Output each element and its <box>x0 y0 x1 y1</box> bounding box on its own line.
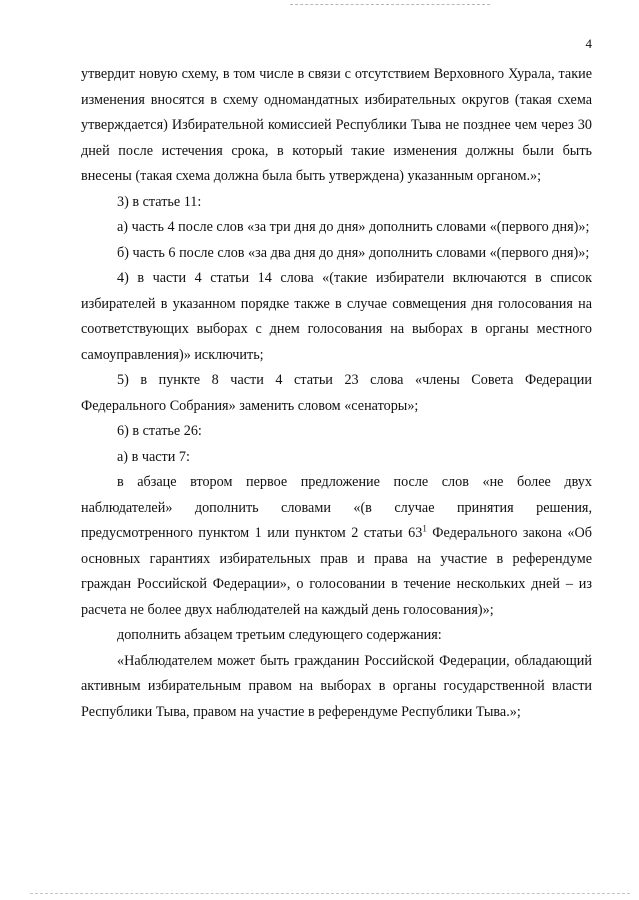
scan-top-edge-line <box>290 4 490 5</box>
paragraph-article-26: 6) в статье 26: <box>117 423 202 439</box>
paragraph-article-23: 5) в пункте 8 части 4 статьи 23 слова «члены Совета Федерации Федерального Собрания» заменить словом «сенаторы»; <box>81 372 592 414</box>
paragraph-schema-continuation: утвердит новую схему, в том числе в связи с отсутствием Верховного Хурала, такие изменения вносятся в схему одномандатных избирательных округов (такая схема утверждается) Избирательной комиссией Республики Тыва не позднее чем через 30 дней после истечения срока, в который такие изменения должны были быть внесены (такая схема должна была быть утверждена) указанным органом.»; <box>81 66 592 184</box>
paragraph-article-11-part-4: а) часть 4 после слов «за три дня до дня» дополнить словами «(первого дня)»; <box>117 219 590 235</box>
paragraph-article-11: 3) в статье 11: <box>117 193 202 210</box>
scan-bottom-edge-line <box>30 893 630 894</box>
paragraph-observers-amendment <box>81 470 592 623</box>
paragraph-observer-definition: «Наблюдателем может быть гражданин Российской Федерации, обладающий активным избирательным правом на выборах в органы государственной власти Республики Тыва, правом на участие в референдуме Республики Тыва.»; <box>81 652 592 720</box>
page-number: 4 <box>585 36 592 51</box>
paragraph-article-26-part-7: а) в части 7: <box>117 448 190 465</box>
document-body <box>81 62 592 725</box>
paragraph-article-11-part-6: б) часть 6 после слов «за два дня до дня» дополнить словами «(первого дня)»; <box>117 244 590 261</box>
paragraph-add-third-subparagraph: дополнить абзацем третьим следующего содержания: <box>117 627 442 643</box>
superscript-article-index: 1 <box>422 523 427 534</box>
paragraph-observers-text-before-sup: в абзаце втором первое предложение после слов «не более двух наблюдателей» дополнить словами «(в случае принятия решения, предусмотренного пунктом 1 или пунктом 2 статьи 63 <box>81 474 592 541</box>
paragraph-article-14: 4) в части 4 статьи 14 слова «(такие избиратели включаются в список избирателей в указанном порядке также в случае совмещения дня голосования на соответствующих выборах с днем голосования на выборах в органы местного самоуправления)» исключить; <box>81 270 592 363</box>
paragraph-observers-text-after-sup: Федерального закона «Об основных гарантиях избирательных прав и права на участие в референдуме граждан Российской Федерации», о голосовании в течение нескольких дней – из расчета не более двух наблюдателей на каждый день голосования)»; <box>81 525 592 618</box>
